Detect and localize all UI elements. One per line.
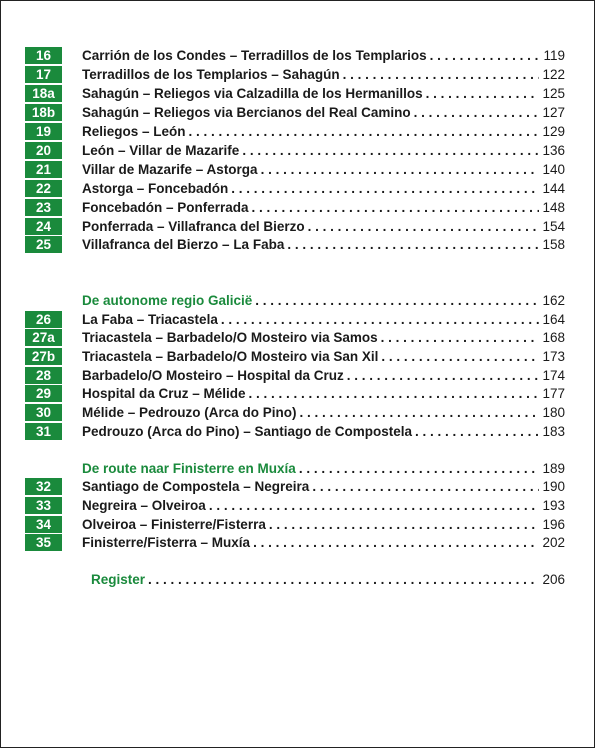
stage-title: Terradillos de los Templarios – Sahagún [82, 66, 340, 82]
page-number: 154 [542, 218, 565, 234]
leader-dots [287, 237, 539, 252]
page-number: 144 [542, 180, 565, 196]
stage-title: León – Villar de Mazarife [82, 142, 240, 158]
toc-entry[interactable] [25, 46, 565, 64]
section-title: De autonome regio Galicië [82, 292, 253, 308]
stage-title: Ponferrada – Villafranca del Bierzo [82, 218, 305, 234]
leader-dots [231, 181, 539, 196]
page-number: 183 [542, 423, 565, 439]
stage-number: 33 [25, 497, 62, 514]
stage-title: Foncebadón – Ponferrada [82, 199, 249, 215]
toc-entry[interactable] [25, 347, 565, 365]
leader-dots [242, 143, 539, 158]
page-number: 168 [542, 329, 565, 345]
leader-dots [255, 293, 539, 308]
toc-section-heading[interactable] [25, 459, 565, 477]
page-number: 193 [542, 497, 565, 513]
page-number: 122 [542, 66, 565, 82]
toc-entry[interactable] [25, 515, 565, 533]
stage-title: Sahagún – Reliegos via Calzadilla de los Hermanillos [82, 85, 423, 101]
toc-entry[interactable] [25, 160, 565, 178]
page-number: 140 [542, 161, 565, 177]
stage-number: 20 [25, 142, 62, 159]
page-number: 127 [542, 104, 565, 120]
stage-number: 27b [25, 348, 62, 365]
page-number: 164 [542, 311, 565, 327]
leader-dots [381, 330, 540, 345]
stage-number: 25 [25, 236, 62, 253]
page-number: 162 [542, 292, 565, 308]
stage-number: 17 [25, 66, 62, 83]
stage-number: 27a [25, 329, 62, 346]
stage-title: Triacastela – Barbadelo/O Mosteiro via San Xil [82, 348, 379, 364]
toc-entry[interactable] [25, 65, 565, 83]
leader-dots [426, 86, 540, 101]
stage-title: Barbadelo/O Mosteiro – Hospital da Cruz [82, 367, 344, 383]
toc-entry[interactable] [25, 198, 565, 216]
stage-number: 18b [25, 104, 62, 121]
stage-number: 16 [25, 47, 62, 64]
page-number: 129 [542, 123, 565, 139]
page-number: 206 [542, 571, 565, 587]
leader-dots [189, 124, 540, 139]
stage-number: 26 [25, 311, 62, 328]
stage-number: 32 [25, 478, 62, 495]
leader-dots [347, 368, 540, 383]
page-number: 158 [542, 236, 565, 252]
toc-register-entry[interactable] [91, 570, 565, 588]
stage-title: Finisterre/Fisterra – Muxía [82, 534, 251, 550]
toc-entry[interactable] [25, 422, 565, 440]
page-number: 136 [542, 142, 565, 158]
page-number: 190 [542, 478, 565, 494]
leader-dots [430, 48, 541, 63]
stage-number: 24 [25, 218, 62, 235]
leader-dots [249, 386, 540, 401]
toc-entry[interactable] [25, 310, 565, 328]
stage-number: 23 [25, 199, 62, 216]
stage-number: 19 [25, 123, 62, 140]
toc-section-heading[interactable] [25, 291, 565, 309]
stage-title: Carrión de los Condes – Terradillos de los Templarios [82, 47, 427, 63]
page-number: 174 [542, 367, 565, 383]
leader-dots [343, 67, 540, 82]
leader-dots [148, 572, 539, 587]
toc-entry[interactable] [25, 235, 565, 253]
leader-dots [299, 461, 540, 476]
section-title: De route naar Finisterre en Muxía [82, 460, 296, 476]
page-number: 173 [542, 348, 565, 364]
page-number: 125 [542, 85, 565, 101]
stage-title: Astorga – Foncebadón [82, 180, 229, 196]
page-number: 189 [542, 460, 565, 476]
stage-number: 21 [25, 161, 62, 178]
toc-entry[interactable] [25, 477, 565, 495]
leader-dots [221, 312, 540, 327]
toc-entry[interactable] [25, 217, 565, 235]
stage-number: 22 [25, 180, 62, 197]
page-number: 148 [542, 199, 565, 215]
page-number: 119 [543, 47, 565, 63]
stage-title: Reliegos – León [82, 123, 186, 139]
leader-dots [414, 105, 540, 120]
page-number: 196 [542, 516, 565, 532]
page-number: 180 [542, 404, 565, 420]
stage-title: Hospital da Cruz – Mélide [82, 385, 246, 401]
toc-entry[interactable] [25, 141, 565, 159]
toc-entry[interactable] [25, 103, 565, 121]
toc-entry[interactable] [25, 403, 565, 421]
toc-entry[interactable] [25, 384, 565, 402]
toc-entry[interactable] [25, 366, 565, 384]
stage-title: Santiago de Compostela – Negreira [82, 478, 310, 494]
page-number: 202 [542, 534, 565, 550]
leader-dots [415, 424, 539, 439]
toc-entry[interactable] [25, 328, 565, 346]
toc-entry[interactable] [25, 122, 565, 140]
leader-dots [381, 349, 539, 364]
stage-title: La Faba – Triacastela [82, 311, 218, 327]
leader-dots [269, 517, 540, 532]
stage-number: 29 [25, 385, 62, 402]
leader-dots [308, 219, 540, 234]
toc-entry[interactable] [25, 533, 565, 551]
stage-title: Triacastela – Barbadelo/O Mosteiro via Samos [82, 329, 378, 345]
leader-dots [312, 479, 539, 494]
stage-title: Mélide – Pedrouzo (Arca do Pino) [82, 404, 297, 420]
stage-number: 35 [25, 534, 62, 551]
register-title: Register [91, 571, 146, 587]
page-number: 177 [542, 385, 565, 401]
stage-number: 18a [25, 85, 62, 102]
stage-title: Negreira – Olveiroa [82, 497, 206, 513]
stage-number: 28 [25, 367, 62, 384]
stage-title: Olveiroa – Finisterre/Fisterra [82, 516, 266, 532]
stage-title: Villar de Mazarife – Astorga [82, 161, 258, 177]
leader-dots [252, 200, 540, 215]
stage-title: Villafranca del Bierzo – La Faba [82, 236, 285, 252]
stage-number: 31 [25, 423, 62, 440]
leader-dots [253, 535, 539, 550]
stage-number: 34 [25, 516, 62, 533]
stage-title: Pedrouzo (Arca do Pino) – Santiago de Compostela [82, 423, 413, 439]
stage-title: Sahagún – Reliegos via Bercianos del Real Camino [82, 104, 411, 120]
toc-entry[interactable] [25, 84, 565, 102]
toc-entry[interactable] [25, 179, 565, 197]
leader-dots [209, 498, 540, 513]
leader-dots [300, 405, 540, 420]
stage-number: 30 [25, 404, 62, 421]
leader-dots [261, 162, 540, 177]
toc-entry[interactable] [25, 496, 565, 514]
